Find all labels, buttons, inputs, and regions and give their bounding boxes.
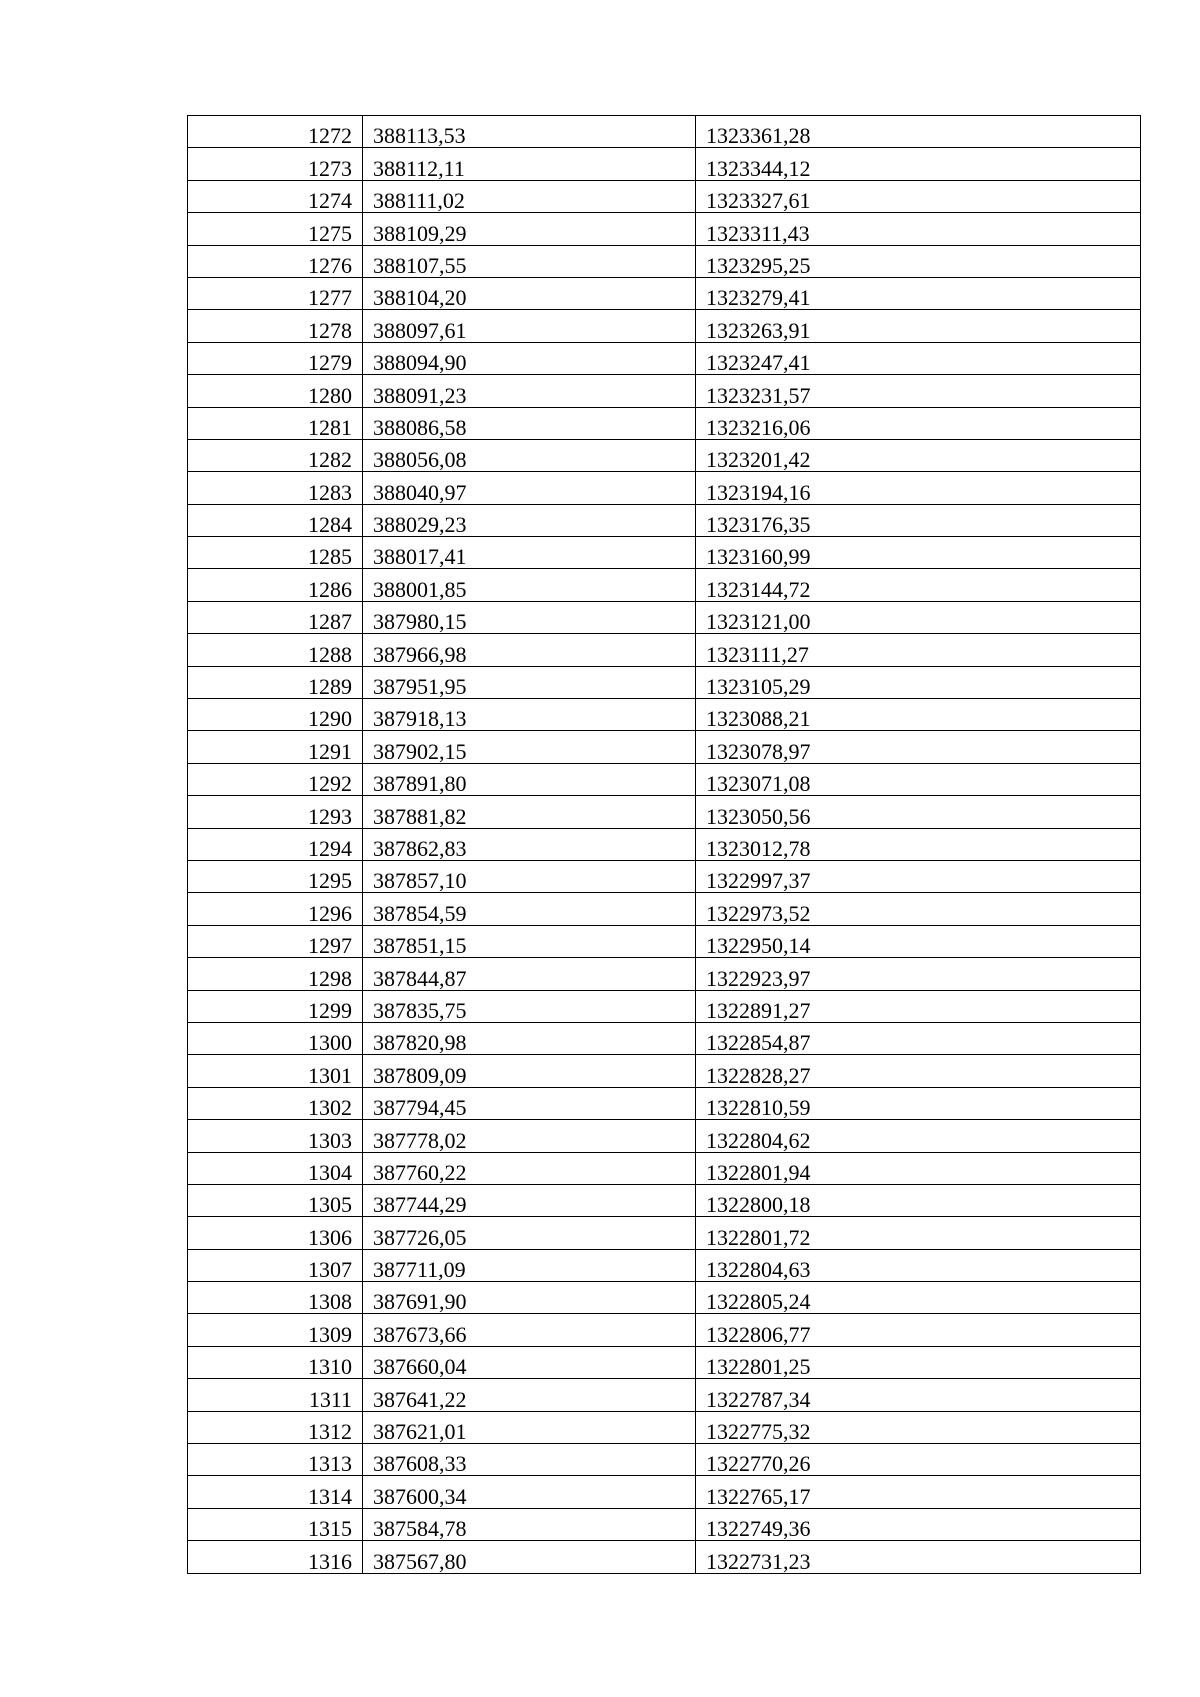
point-number-cell: 1305 [188,1184,363,1216]
x-coordinate-cell: 387835,75 [363,990,696,1022]
point-number-cell: 1277 [188,277,363,309]
point-number-cell: 1310 [188,1346,363,1378]
x-coordinate-cell: 388097,61 [363,310,696,342]
y-coordinate-cell: 1322891,27 [696,990,1141,1022]
table-row [188,504,1141,536]
point-number-cell: 1300 [188,1022,363,1054]
x-coordinate-cell: 388040,97 [363,472,696,504]
x-coordinate-cell: 388109,29 [363,213,696,245]
point-number-cell: 1290 [188,699,363,731]
table-row [188,1249,1141,1281]
y-coordinate-cell: 1322801,94 [696,1152,1141,1184]
table-row [188,1120,1141,1152]
y-coordinate-cell: 1322997,37 [696,860,1141,892]
point-number-cell: 1280 [188,375,363,407]
x-coordinate-cell: 387641,22 [363,1379,696,1411]
y-coordinate-cell: 1323160,99 [696,537,1141,569]
y-coordinate-cell: 1322806,77 [696,1314,1141,1346]
x-coordinate-cell: 388094,90 [363,342,696,374]
table-row [188,180,1141,212]
y-coordinate-cell: 1322749,36 [696,1508,1141,1540]
x-coordinate-cell: 388113,53 [363,116,696,148]
x-coordinate-cell: 388029,23 [363,504,696,536]
table-row [188,407,1141,439]
y-coordinate-cell: 1322801,25 [696,1346,1141,1378]
point-number-cell: 1291 [188,731,363,763]
table-row [188,342,1141,374]
table-row [188,1152,1141,1184]
x-coordinate-cell: 387851,15 [363,925,696,957]
y-coordinate-cell: 1323144,72 [696,569,1141,601]
point-number-cell: 1294 [188,828,363,860]
y-coordinate-cell: 1322775,32 [696,1411,1141,1443]
x-coordinate-cell: 387726,05 [363,1217,696,1249]
y-coordinate-cell: 1323105,29 [696,666,1141,698]
y-coordinate-cell: 1323012,78 [696,828,1141,860]
point-number-cell: 1303 [188,1120,363,1152]
x-coordinate-cell: 387584,78 [363,1508,696,1540]
point-number-cell: 1293 [188,796,363,828]
y-coordinate-cell: 1323071,08 [696,763,1141,795]
point-number-cell: 1276 [188,245,363,277]
point-number-cell: 1284 [188,504,363,536]
table-row [188,213,1141,245]
y-coordinate-cell: 1322800,18 [696,1184,1141,1216]
point-number-cell: 1287 [188,601,363,633]
y-coordinate-cell: 1323327,61 [696,180,1141,212]
x-coordinate-cell: 387918,13 [363,699,696,731]
point-number-cell: 1296 [188,893,363,925]
y-coordinate-cell: 1323279,41 [696,277,1141,309]
point-number-cell: 1306 [188,1217,363,1249]
x-coordinate-cell: 387567,80 [363,1541,696,1573]
x-coordinate-cell: 388017,41 [363,537,696,569]
table-row [188,893,1141,925]
y-coordinate-cell: 1322950,14 [696,925,1141,957]
point-number-cell: 1312 [188,1411,363,1443]
x-coordinate-cell: 387794,45 [363,1087,696,1119]
table-row [188,731,1141,763]
y-coordinate-cell: 1323231,57 [696,375,1141,407]
x-coordinate-cell: 387862,83 [363,828,696,860]
table-row [188,1444,1141,1476]
table-row [188,1508,1141,1540]
y-coordinate-cell: 1322804,63 [696,1249,1141,1281]
x-coordinate-cell: 388104,20 [363,277,696,309]
table-row [188,439,1141,471]
point-number-cell: 1279 [188,342,363,374]
point-number-cell: 1297 [188,925,363,957]
x-coordinate-cell: 387881,82 [363,796,696,828]
x-coordinate-cell: 387660,04 [363,1346,696,1378]
y-coordinate-cell: 1323201,42 [696,439,1141,471]
table-row [188,1476,1141,1508]
x-coordinate-cell: 388107,55 [363,245,696,277]
table-row [188,1346,1141,1378]
point-number-cell: 1282 [188,439,363,471]
point-number-cell: 1292 [188,763,363,795]
y-coordinate-cell: 1322731,23 [696,1541,1141,1573]
x-coordinate-cell: 387809,09 [363,1055,696,1087]
table-row [188,310,1141,342]
point-number-cell: 1313 [188,1444,363,1476]
table-row [188,375,1141,407]
point-number-cell: 1288 [188,634,363,666]
y-coordinate-cell: 1323050,56 [696,796,1141,828]
table-row [188,277,1141,309]
y-coordinate-cell: 1322923,97 [696,958,1141,990]
x-coordinate-cell: 387760,22 [363,1152,696,1184]
table-row [188,990,1141,1022]
table-row [188,699,1141,731]
point-number-cell: 1299 [188,990,363,1022]
table-row [188,634,1141,666]
point-number-cell: 1295 [188,860,363,892]
x-coordinate-cell: 387673,66 [363,1314,696,1346]
point-number-cell: 1302 [188,1087,363,1119]
y-coordinate-cell: 1323247,41 [696,342,1141,374]
point-number-cell: 1301 [188,1055,363,1087]
table-row [188,116,1141,148]
point-number-cell: 1309 [188,1314,363,1346]
point-number-cell: 1311 [188,1379,363,1411]
table-row [188,472,1141,504]
y-coordinate-cell: 1322854,87 [696,1022,1141,1054]
point-number-cell: 1275 [188,213,363,245]
x-coordinate-cell: 387621,01 [363,1411,696,1443]
table-row [188,537,1141,569]
table-row [188,148,1141,180]
point-number-cell: 1289 [188,666,363,698]
y-coordinate-cell: 1322810,59 [696,1087,1141,1119]
point-number-cell: 1283 [188,472,363,504]
table-row [188,1055,1141,1087]
table-row [188,569,1141,601]
y-coordinate-cell: 1323216,06 [696,407,1141,439]
point-number-cell: 1278 [188,310,363,342]
x-coordinate-cell: 387966,98 [363,634,696,666]
y-coordinate-cell: 1322787,34 [696,1379,1141,1411]
y-coordinate-cell: 1323361,28 [696,116,1141,148]
y-coordinate-cell: 1322828,27 [696,1055,1141,1087]
y-coordinate-cell: 1322805,24 [696,1282,1141,1314]
point-number-cell: 1274 [188,180,363,212]
table-row [188,245,1141,277]
point-number-cell: 1273 [188,148,363,180]
table-row [188,1087,1141,1119]
coordinates-table-body [188,116,1141,1574]
x-coordinate-cell: 388001,85 [363,569,696,601]
point-number-cell: 1307 [188,1249,363,1281]
y-coordinate-cell: 1322804,62 [696,1120,1141,1152]
y-coordinate-cell: 1323078,97 [696,731,1141,763]
point-number-cell: 1308 [188,1282,363,1314]
table-row [188,796,1141,828]
y-coordinate-cell: 1322801,72 [696,1217,1141,1249]
coordinates-table [187,115,1141,1574]
y-coordinate-cell: 1323176,35 [696,504,1141,536]
x-coordinate-cell: 387951,95 [363,666,696,698]
x-coordinate-cell: 387600,34 [363,1476,696,1508]
y-coordinate-cell: 1323344,12 [696,148,1141,180]
table-row [188,860,1141,892]
table-row [188,601,1141,633]
y-coordinate-cell: 1323111,27 [696,634,1141,666]
x-coordinate-cell: 387844,87 [363,958,696,990]
y-coordinate-cell: 1323194,16 [696,472,1141,504]
x-coordinate-cell: 388112,11 [363,148,696,180]
x-coordinate-cell: 388111,02 [363,180,696,212]
point-number-cell: 1304 [188,1152,363,1184]
y-coordinate-cell: 1323311,43 [696,213,1141,245]
table-row [188,1314,1141,1346]
x-coordinate-cell: 387980,15 [363,601,696,633]
table-row [188,666,1141,698]
table-row [188,763,1141,795]
x-coordinate-cell: 387902,15 [363,731,696,763]
point-number-cell: 1286 [188,569,363,601]
y-coordinate-cell: 1322973,52 [696,893,1141,925]
point-number-cell: 1316 [188,1541,363,1573]
table-row [188,1411,1141,1443]
y-coordinate-cell: 1323295,25 [696,245,1141,277]
table-row [188,1541,1141,1573]
y-coordinate-cell: 1323263,91 [696,310,1141,342]
table-row [188,1184,1141,1216]
x-coordinate-cell: 387857,10 [363,860,696,892]
table-row [188,1022,1141,1054]
y-coordinate-cell: 1322770,26 [696,1444,1141,1476]
y-coordinate-cell: 1323121,00 [696,601,1141,633]
x-coordinate-cell: 388086,58 [363,407,696,439]
point-number-cell: 1315 [188,1508,363,1540]
table-row [188,1282,1141,1314]
point-number-cell: 1314 [188,1476,363,1508]
table-row [188,925,1141,957]
table-row [188,1217,1141,1249]
x-coordinate-cell: 387744,29 [363,1184,696,1216]
x-coordinate-cell: 388091,23 [363,375,696,407]
table-row [188,1379,1141,1411]
point-number-cell: 1281 [188,407,363,439]
x-coordinate-cell: 387711,09 [363,1249,696,1281]
table-row [188,828,1141,860]
x-coordinate-cell: 387608,33 [363,1444,696,1476]
point-number-cell: 1285 [188,537,363,569]
x-coordinate-cell: 387778,02 [363,1120,696,1152]
point-number-cell: 1298 [188,958,363,990]
y-coordinate-cell: 1322765,17 [696,1476,1141,1508]
table-row [188,958,1141,990]
point-number-cell: 1272 [188,116,363,148]
y-coordinate-cell: 1323088,21 [696,699,1141,731]
x-coordinate-cell: 387854,59 [363,893,696,925]
x-coordinate-cell: 387691,90 [363,1282,696,1314]
x-coordinate-cell: 387820,98 [363,1022,696,1054]
x-coordinate-cell: 388056,08 [363,439,696,471]
x-coordinate-cell: 387891,80 [363,763,696,795]
